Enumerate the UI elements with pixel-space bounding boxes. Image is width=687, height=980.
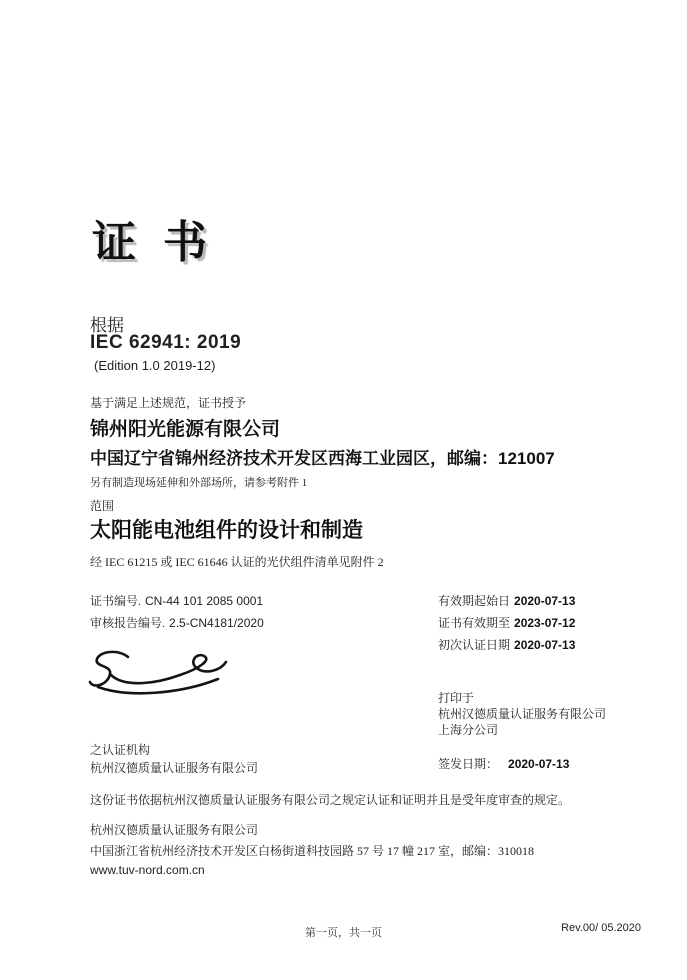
certification-body-company: 杭州汉德质量认证服务有限公司 xyxy=(90,761,259,775)
initial-certification-date: 2020-07-13 xyxy=(514,638,576,652)
address-text: 中国辽宁省锦州经济技术开发区西海工业园区，邮编： xyxy=(90,449,498,468)
certified-company-address xyxy=(90,444,555,469)
initial-certification-row xyxy=(438,636,575,653)
standard-intro-label: 根据 xyxy=(90,316,124,335)
valid-until-date: 2023-07-12 xyxy=(514,616,576,630)
issue-date-label: 签发日期： xyxy=(438,757,499,771)
standard-code: IEC 62941: 2019 xyxy=(90,332,242,353)
certificate-number-label: 证书编号. xyxy=(90,594,142,608)
issuer-company-name: 杭州汉德质量认证服务有限公司 xyxy=(90,823,259,837)
scope-annex-note: 经 IEC 61215 或 IEC 61646 认证的光伏组件清单见附件 2 xyxy=(90,555,384,569)
issue-date-value: 2020-07-13 xyxy=(508,757,570,771)
valid-until-label: 证书有效期至 xyxy=(438,616,511,630)
audit-report-value: 2.5-CN4181/2020 xyxy=(169,616,264,630)
issuer-company-address: 中国浙江省杭州经济技术开发区白杨街道科技园路 57 号 17 幢 217 室，邮编：310018 xyxy=(90,844,535,858)
printed-at-branch: 上海分公司 xyxy=(438,723,499,737)
footer-revision: Rev.00/ 05.2020 xyxy=(561,922,641,934)
certificate-number-value: CN-44 101 2085 0001 xyxy=(145,594,264,608)
certification-body-label: 之认证机构 xyxy=(90,743,151,757)
footer-page-number: 第一页，共一页 xyxy=(305,927,382,939)
certification-body-block xyxy=(90,741,258,777)
printed-at-label: 打印于 xyxy=(438,691,475,705)
valid-from-date: 2020-07-13 xyxy=(514,594,576,608)
signature-image xyxy=(84,648,234,711)
issuer-website: www.tuv-nord.com.cn xyxy=(90,863,205,877)
issue-date-row xyxy=(438,755,569,772)
valid-from-label: 有效期起始日 xyxy=(438,594,511,608)
grant-statement: 基于满足上述规范，证书授予 xyxy=(90,396,247,410)
manufacturing-sites-note: 另有制造现场延伸和外部场所，请参考附件 1 xyxy=(90,477,308,489)
standard-edition: (Edition 1.0 2019-12) xyxy=(94,358,216,373)
certificate-number-row xyxy=(90,592,263,609)
address-postcode: 121007 xyxy=(498,449,555,468)
printed-at-block xyxy=(438,690,606,738)
scope-description: 太阳能电池组件的设计和制造 xyxy=(90,518,363,542)
certified-company-name: 锦州阳光能源有限公司 xyxy=(90,419,281,440)
certificate-title: 证 书 xyxy=(92,218,215,267)
printed-at-company: 杭州汉德质量认证服务有限公司 xyxy=(438,707,607,721)
audit-report-label: 审核报告编号. xyxy=(90,616,166,630)
scope-label: 范围 xyxy=(90,499,115,513)
audit-report-row xyxy=(90,614,264,631)
valid-until-row xyxy=(438,614,575,631)
legal-statement: 这份证书依据杭州汉德质量认证服务有限公司之规定认证和证明并且是受年度审查的规定。 xyxy=(90,793,571,807)
valid-from-row xyxy=(438,592,575,609)
initial-certification-label: 初次认证日期 xyxy=(438,638,511,652)
